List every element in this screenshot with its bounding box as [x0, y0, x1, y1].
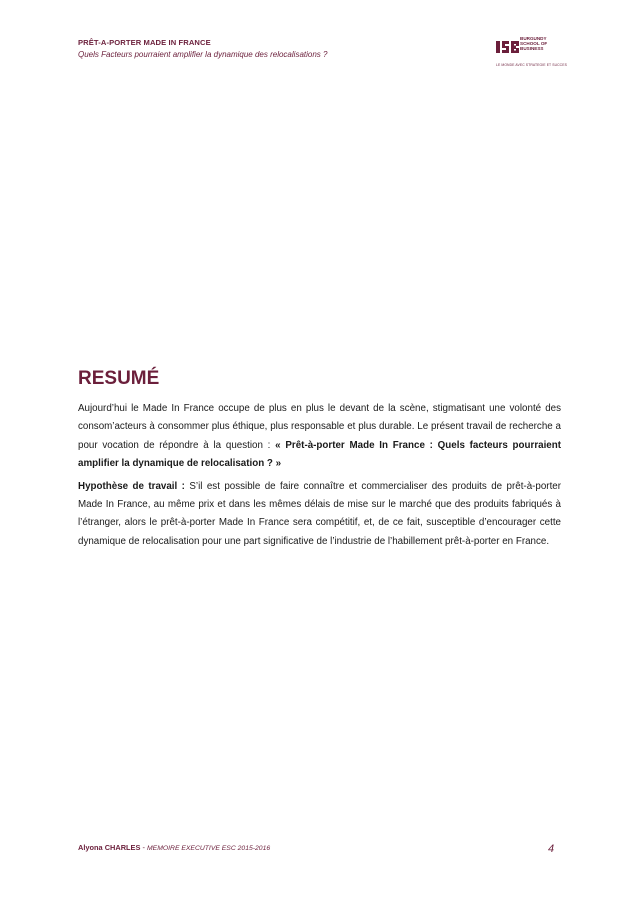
hypothesis-text: S’il est possible de faire connaître et commercialiser des produits de prêt-à-porter Made In France, au même prix et dans les mêmes délais de mise sur le marché que des produits fabriqués à l’étranger, alors le prêt-à-porter Made In France sera compétitif, et, de ce fait, susceptible d’encourager cette dynamique de relocalisation pour une part significative de l’industrie de l’habillement prêt-à-porter en France. [78, 480, 561, 547]
footer-author: Alyona CHARLES [78, 843, 141, 852]
logo-line-1: BURGUNDY [520, 36, 547, 41]
footer-separator: - [140, 843, 147, 852]
school-logo [496, 36, 568, 70]
logo-tagline: LE MONDE AVEC STRATEGIE ET SUCCES [496, 63, 567, 67]
resume-paragraph-1 [78, 400, 561, 474]
logo-wordmark [520, 36, 547, 52]
header-subtitle: Quels Facteurs pourraient amplifier la dynamique des relocalisations ? [78, 50, 328, 59]
header-title: PRÊT-A-PORTER MADE IN FRANCE [78, 38, 211, 47]
footer-document: MEMOIRE EXECUTIVE ESC 2015-2016 [147, 845, 271, 852]
paragraph-1-text: Aujourd’hui le Made In France occupe de plus en plus le devant de la scène, stigmatisant une volonté des consom’acteurs à consommer plus éthique, plus responsable et plus durable. Le présent travail de recherche a pour vocation de répondre à la question : [78, 403, 561, 451]
page-number: 4 [548, 843, 555, 855]
resume-section [78, 368, 561, 555]
hypothesis-label: Hypothèse de travail : [78, 480, 185, 492]
page-header [78, 38, 568, 59]
logo-line-3: BUSINESS [520, 46, 544, 52]
research-question: « Prêt-à-porter Made In France : Quels facteurs pourraient amplifier la dynamique de relocalisation ? » [78, 439, 561, 470]
resume-paragraph-2 [78, 478, 561, 552]
logo-mark-icon [496, 37, 520, 57]
page-footer [78, 843, 561, 852]
logo-line-2: SCHOOL OF [520, 41, 548, 47]
section-heading: RESUMÉ [78, 368, 160, 389]
